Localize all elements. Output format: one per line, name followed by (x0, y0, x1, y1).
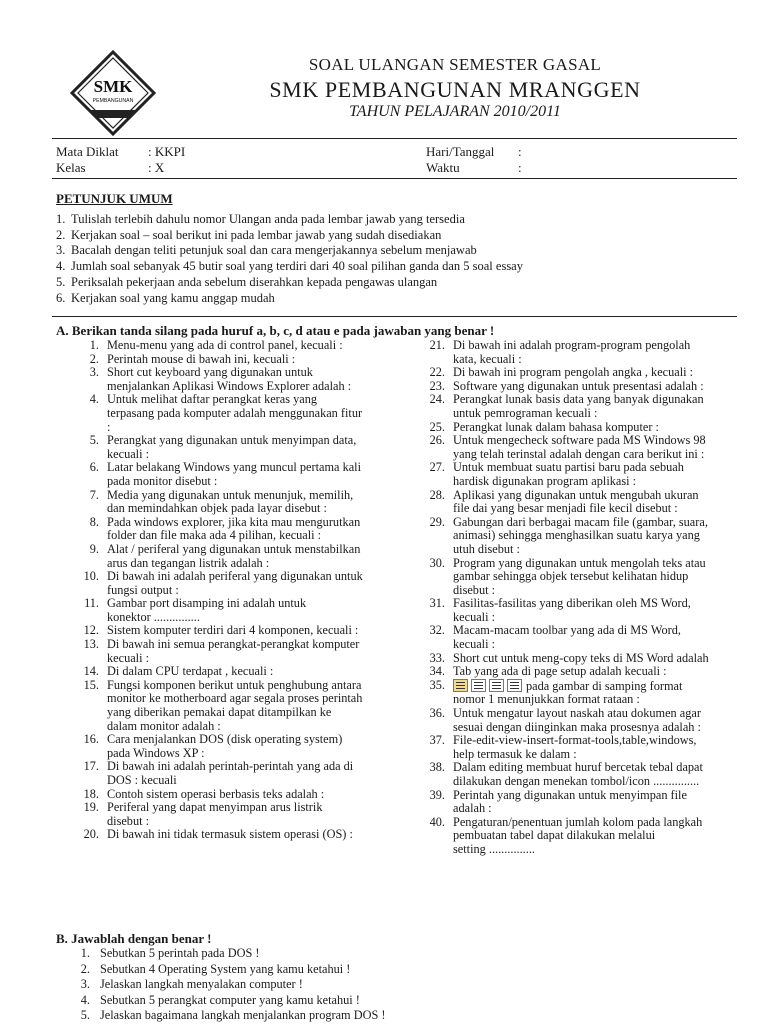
question-line: adalah : (453, 801, 492, 816)
petunjuk-item (56, 212, 746, 228)
question-item (418, 734, 718, 761)
question-number: 9. (89, 541, 99, 556)
question-line: animasi) sehingga menghasilkan suatu karya yang (453, 528, 700, 543)
question-item (72, 801, 368, 828)
question-text (445, 624, 718, 651)
hari-row (426, 144, 522, 160)
kelas-row (56, 160, 164, 176)
question-line: Contoh sistem operasi berbasis teks adalah : (107, 786, 325, 801)
question-text (99, 679, 368, 733)
section-a-left-column (72, 339, 368, 842)
question-number: 11. (84, 596, 99, 611)
petunjuk-item (56, 275, 746, 291)
question-line: gambar sehingga objek tersebut kelihatan hidup (453, 569, 689, 584)
question-item (418, 339, 718, 366)
question-item (72, 760, 368, 787)
question-item (72, 353, 368, 367)
question-number: 7. (89, 487, 99, 502)
question-line: Perangkat lunak basis data yang banyak digunakan (453, 392, 704, 407)
item-number: 1. (56, 212, 66, 226)
item-text: Kerjakan soal – soal berikut ini pada lembar jawab yang sudah disediakan (71, 227, 442, 242)
question-text (99, 760, 368, 787)
question-text (99, 828, 368, 842)
question-line: pada Windows XP : (107, 745, 205, 760)
question-line: Periferal yang dapat menyimpan arus listrik (107, 800, 323, 815)
question-text (99, 516, 368, 543)
question-number: 20. (83, 827, 99, 842)
question-line: konektor ............... (107, 609, 200, 624)
essay-number: 1. (80, 946, 90, 960)
question-line: untuk pemrograman kecuali : (453, 405, 598, 420)
essay-text: Sebutkan 5 perangkat computer yang kamu ketahui ! (100, 992, 360, 1007)
section-b-list (72, 946, 385, 1024)
school-name: SMK PEMBANGUNAN MRANGGEN (269, 77, 641, 102)
question-text (445, 652, 718, 666)
question-text (99, 733, 368, 760)
question-number: 5. (89, 433, 99, 448)
question-item (418, 789, 718, 816)
question-line: Di dalam CPU terdapat , kecuali : (107, 664, 274, 679)
question-text (445, 461, 718, 488)
header-rule-top (52, 138, 737, 139)
question-number: 14. (83, 664, 99, 679)
question-line: Pada windows explorer, jika kita mau mengurutkan (107, 514, 361, 529)
question-number: 6. (89, 460, 99, 475)
question-line: Macam-macam toolbar yang ada di MS Word, (453, 623, 681, 638)
question-item (418, 597, 718, 624)
question-line: Media yang digunakan untuk menunjuk, memilih, (107, 487, 354, 502)
question-text (99, 543, 368, 570)
question-text (99, 570, 368, 597)
question-line: dan memindahkan objek pada layar disebut : (107, 501, 327, 516)
item-text: Bacalah dengan teliti petunjuk soal dan cara mengerjakannya sebelum menjawab (71, 243, 477, 258)
question-line: disebut : (107, 813, 150, 828)
item-text: Periksalah pekerjaan anda sebelum diserahkan kepada pengawas ulangan (71, 274, 438, 289)
question-line: kata, kecuali : (453, 351, 522, 366)
question-line: Untuk mengatur layout naskah atau dokumen agar (453, 706, 701, 721)
question-line: File-edit-view-insert-format-tools,table,windows, (453, 733, 697, 748)
question-item (72, 434, 368, 461)
align-icon (507, 679, 522, 692)
question-line: Dalam editing membuat huruf bercetak tebal dapat (453, 760, 703, 775)
question-line: yang diberikan pemakai dapat ditampilkan ke (107, 705, 332, 720)
question-number: 1. (89, 338, 99, 352)
question-number: 21. (429, 338, 445, 352)
question-line: DOS : kecuali (107, 773, 177, 787)
question-line: Perangkat lunak dalam bahasa komputer : (453, 419, 659, 434)
item-text: Tulislah terlebih dahulu nomor Ulangan anda pada lembar jawab yang tersedia (71, 212, 465, 226)
question-text (445, 734, 718, 761)
question-number: 19. (83, 800, 99, 815)
question-number: 22. (429, 365, 445, 380)
question-item (418, 624, 718, 651)
question-line: Gambar port disamping ini adalah untuk (107, 596, 307, 611)
question-line: dilakukan dengan menekan tombol/icon ............... (453, 774, 700, 788)
question-text (99, 597, 368, 624)
question-number: 4. (89, 392, 99, 407)
question-text (445, 421, 718, 435)
question-line: Di bawah ini adalah program-program pengolah (453, 338, 691, 352)
item-number: 4. (56, 259, 66, 274)
question-line: terpasang pada komputer adalah menggunakan fitur (107, 405, 363, 420)
question-text (99, 366, 368, 393)
question-text (99, 461, 368, 488)
question-text (445, 516, 718, 557)
question-number: 10. (83, 569, 99, 584)
question-line: kecuali : (453, 637, 495, 652)
essay-text: Sebutkan 5 perintah pada DOS ! (100, 946, 260, 960)
question-line: pembuatan tabel dapat dilakukan melalui (453, 828, 656, 843)
petunjuk-item (56, 259, 746, 275)
question-number: 33. (429, 650, 445, 665)
question-line: menjalankan Aplikasi Windows Explorer adalah : (107, 378, 352, 393)
question-item (418, 380, 718, 394)
question-number: 26. (429, 433, 445, 448)
question-item (418, 366, 718, 380)
question-text (99, 339, 368, 353)
question-line: Cara menjalankan DOS (disk operating system) (107, 732, 343, 747)
question-item (418, 557, 718, 598)
question-text (99, 638, 368, 665)
question-number: 23. (429, 378, 445, 393)
question-line: Sistem komputer terdiri dari 4 komponen, kecuali : (107, 623, 359, 638)
question-text (445, 393, 718, 420)
question-text (445, 557, 718, 598)
question-number: 12. (83, 623, 99, 638)
logo-text: SMK (93, 77, 133, 96)
question-text (99, 489, 368, 516)
question-number: 38. (429, 760, 445, 775)
item-number: 3. (56, 243, 66, 258)
question-text (445, 707, 718, 734)
question-line: help termasuk ke dalam : (453, 746, 577, 761)
question-text (445, 761, 718, 788)
question-text (445, 489, 718, 516)
question-item (72, 597, 368, 624)
question-item (418, 707, 718, 734)
question-item (418, 761, 718, 788)
question-item (418, 816, 718, 857)
question-item (418, 393, 718, 420)
school-logo (70, 50, 156, 136)
question-line: Program yang digunakan untuk mengolah teks atau (453, 555, 706, 570)
waktu-row (426, 160, 522, 176)
question-line: hardisk digunakan program aplikasi : (453, 473, 637, 488)
question-line: Di bawah ini adalah perintah-perintah yang ada di (107, 759, 354, 774)
question-line: utuh disebut : (453, 541, 520, 556)
align-format-icons (453, 679, 522, 692)
petunjuk-list (56, 212, 746, 306)
question-number: 30. (429, 555, 445, 570)
question-number: 39. (429, 787, 445, 802)
question-line: : (107, 419, 111, 434)
question-number: 17. (83, 759, 99, 774)
logo-subtext: PEMBANGUNAN (92, 98, 134, 104)
question-number: 36. (429, 706, 445, 721)
question-text (99, 801, 368, 828)
question-number: 37. (429, 733, 445, 748)
section-b-title: B. Jawablah dengan benar ! (56, 931, 212, 946)
question-line: Pengaturan/penentuan jumlah kolom pada langkah (453, 814, 703, 829)
question-text (445, 789, 718, 816)
question-item (72, 665, 368, 679)
question-number: 2. (89, 351, 99, 366)
mata-diklat-row (56, 144, 185, 160)
essay-item (72, 993, 385, 1009)
essay-number: 2. (80, 961, 90, 976)
question-line: Untuk membuat suatu partisi baru pada sebuah (453, 460, 684, 475)
question-line: Tab yang ada di page setup adalah kecuali : (453, 664, 667, 679)
question-item (72, 366, 368, 393)
question-line: Di bawah ini semua perangkat-perangkat komputer (107, 637, 360, 652)
question-line: file dai yang besar menjadi file kecil disebut : (453, 501, 678, 516)
question-line-with-icons (453, 679, 718, 694)
question-line: Di bawah ini adalah periferal yang digunakan untuk (107, 569, 363, 584)
question-line: Perintah yang digunakan untuk menyimpan file (453, 787, 687, 802)
kelas-value: : X (148, 160, 165, 175)
mata-diklat-value: : KKPI (148, 144, 186, 159)
question-line: Software yang digunakan untuk presentasi adalah : (453, 378, 704, 393)
essay-number: 4. (80, 992, 90, 1007)
petunjuk-rule (52, 316, 737, 317)
kelas-label: Kelas (56, 160, 86, 175)
question-number: 32. (429, 623, 445, 638)
question-line: Aplikasi yang digunakan untuk mengubah ukuran (453, 487, 699, 502)
question-number: 13. (83, 637, 99, 652)
question-line: pada gambar di samping format (526, 678, 683, 693)
question-line: pada monitor disebut : (107, 473, 218, 488)
question-item (72, 516, 368, 543)
question-item (72, 638, 368, 665)
header-rule-bottom (52, 178, 737, 179)
academic-year: TAHUN PELAJARAN 2010/2011 (349, 103, 561, 120)
waktu-value: : (518, 160, 522, 175)
question-item (72, 570, 368, 597)
question-text (99, 624, 368, 638)
question-item (418, 461, 718, 488)
question-item (418, 421, 718, 435)
petunjuk-item (56, 228, 746, 244)
question-text (99, 393, 368, 434)
question-text (445, 339, 718, 366)
question-item (418, 652, 718, 666)
item-number: 6. (56, 290, 66, 305)
question-line: Gabungan dari berbagai macam file (gambar, suara, (453, 514, 708, 529)
question-number: 34. (429, 664, 445, 679)
question-number: 18. (83, 786, 99, 801)
question-number: 40. (429, 814, 445, 829)
essay-item (72, 962, 385, 978)
question-item (72, 733, 368, 760)
question-line: Untuk mengecheck software pada MS Windows 98 (453, 433, 706, 448)
question-line: Latar belakang Windows yang muncul pertama kali (107, 460, 362, 475)
section-a-title: A. Berikan tanda silang pada huruf a, b, c, d atau e pada jawaban yang benar ! (56, 323, 495, 338)
item-text: Jumlah soal sebanyak 45 butir soal yang terdiri dari 40 soal pilihan ganda dan 5 soal essay (71, 259, 523, 274)
question-text (99, 353, 368, 367)
essay-item (72, 977, 385, 993)
question-item (72, 624, 368, 638)
essay-text: Jelaskan bagaimana langkah menjalankan program DOS ! (100, 1008, 386, 1023)
question-line: Fungsi komponen berikut untuk penghubung antara (107, 677, 362, 692)
question-item (418, 434, 718, 461)
align-icon (471, 679, 486, 692)
waktu-label: Waktu (426, 160, 460, 175)
question-line: kecuali : (453, 609, 495, 624)
question-line: nomor 1 menunjukkan format rataan : (453, 692, 640, 707)
question-line: folder dan file maka ada 4 pilihan, kecuali : (107, 528, 322, 543)
question-item (72, 339, 368, 353)
question-item (418, 489, 718, 516)
question-line: Short cut untuk meng-copy teks di MS Word adalah (453, 650, 709, 665)
question-line: Short cut keyboard yang digunakan untuk (107, 365, 313, 380)
question-item (72, 461, 368, 488)
essay-number: 5. (80, 1008, 90, 1023)
question-text (445, 366, 718, 380)
question-line: setting ............... (453, 841, 535, 856)
question-text (99, 665, 368, 679)
question-line: kecuali : (107, 650, 149, 665)
question-line: monitor ke motherboard agar segala proses perintah (107, 691, 363, 706)
mata-diklat-label: Mata Diklat (56, 144, 119, 159)
question-text (99, 434, 368, 461)
item-text: Kerjakan soal yang kamu anggap mudah (71, 290, 275, 305)
question-number: 35. (429, 677, 445, 692)
question-line: Untuk melihat daftar perangkat keras yang (107, 392, 317, 407)
question-text (445, 679, 718, 707)
question-line: Perangkat yang digunakan untuk menyimpan data, (107, 433, 357, 448)
question-number: 27. (429, 460, 445, 475)
question-number: 25. (429, 419, 445, 434)
question-text (445, 434, 718, 461)
question-line: Perintah mouse di bawah ini, kecuali : (107, 351, 296, 366)
question-line: disebut : (453, 582, 496, 597)
question-item (418, 665, 718, 679)
essay-text: Jelaskan langkah menyalakan computer ! (100, 977, 303, 992)
question-text (99, 788, 368, 802)
question-item (72, 543, 368, 570)
question-line: fungsi output : (107, 582, 179, 597)
question-text (445, 816, 718, 857)
question-text (445, 597, 718, 624)
question-number: 3. (89, 365, 99, 380)
item-number: 2. (56, 227, 66, 242)
question-item (418, 516, 718, 557)
question-item (72, 788, 368, 802)
question-number: 31. (429, 596, 445, 611)
question-text (445, 665, 718, 679)
exam-title: SOAL ULANGAN SEMESTER GASAL (308, 55, 602, 74)
essay-item (72, 946, 385, 962)
question-item (72, 393, 368, 434)
question-line: dalam monitor adalah : (107, 718, 221, 733)
question-number: 16. (83, 732, 99, 747)
question-number: 8. (89, 514, 99, 529)
question-line: arus dan tegangan listrik adalah : (107, 555, 270, 570)
question-number: 28. (429, 487, 445, 502)
question-line: Di bawah ini program pengolah angka , kecuali : (453, 365, 694, 380)
align-icon (489, 679, 504, 692)
question-line: sesuai dengan diinginkan maka prosesnya adalah : (453, 719, 701, 734)
question-line: Di bawah ini tidak termasuk sistem operasi (OS) : (107, 827, 353, 842)
question-line: Alat / periferal yang digunakan untuk menstabilkan (107, 541, 361, 556)
petunjuk-title: PETUNJUK UMUM (56, 191, 173, 206)
question-item (72, 679, 368, 733)
question-number: 29. (429, 514, 445, 529)
question-item (418, 679, 718, 707)
question-item (72, 828, 368, 842)
petunjuk-item (56, 291, 746, 307)
section-a-right-column (418, 339, 718, 857)
question-line: Fasilitas-fasilitas yang diberikan oleh MS Word, (453, 596, 691, 611)
essay-number: 3. (80, 977, 90, 992)
essay-text: Sebutkan 4 Operating System yang kamu ketahui ! (100, 961, 351, 976)
question-number: 24. (429, 392, 445, 407)
item-number: 5. (56, 274, 66, 289)
question-line: yang telah terinstal adalah dengan cara berikut ini : (453, 446, 705, 461)
essay-item (72, 1008, 385, 1024)
hari-label: Hari/Tanggal (426, 144, 495, 159)
question-number: 15. (83, 677, 99, 692)
question-text (445, 380, 718, 394)
question-line: kecuali : (107, 446, 149, 461)
align-icon (453, 679, 468, 692)
hari-value: : (518, 144, 522, 159)
question-line: Menu-menu yang ada di control panel, kecuali : (107, 338, 343, 352)
question-item (72, 489, 368, 516)
petunjuk-item (56, 243, 746, 259)
